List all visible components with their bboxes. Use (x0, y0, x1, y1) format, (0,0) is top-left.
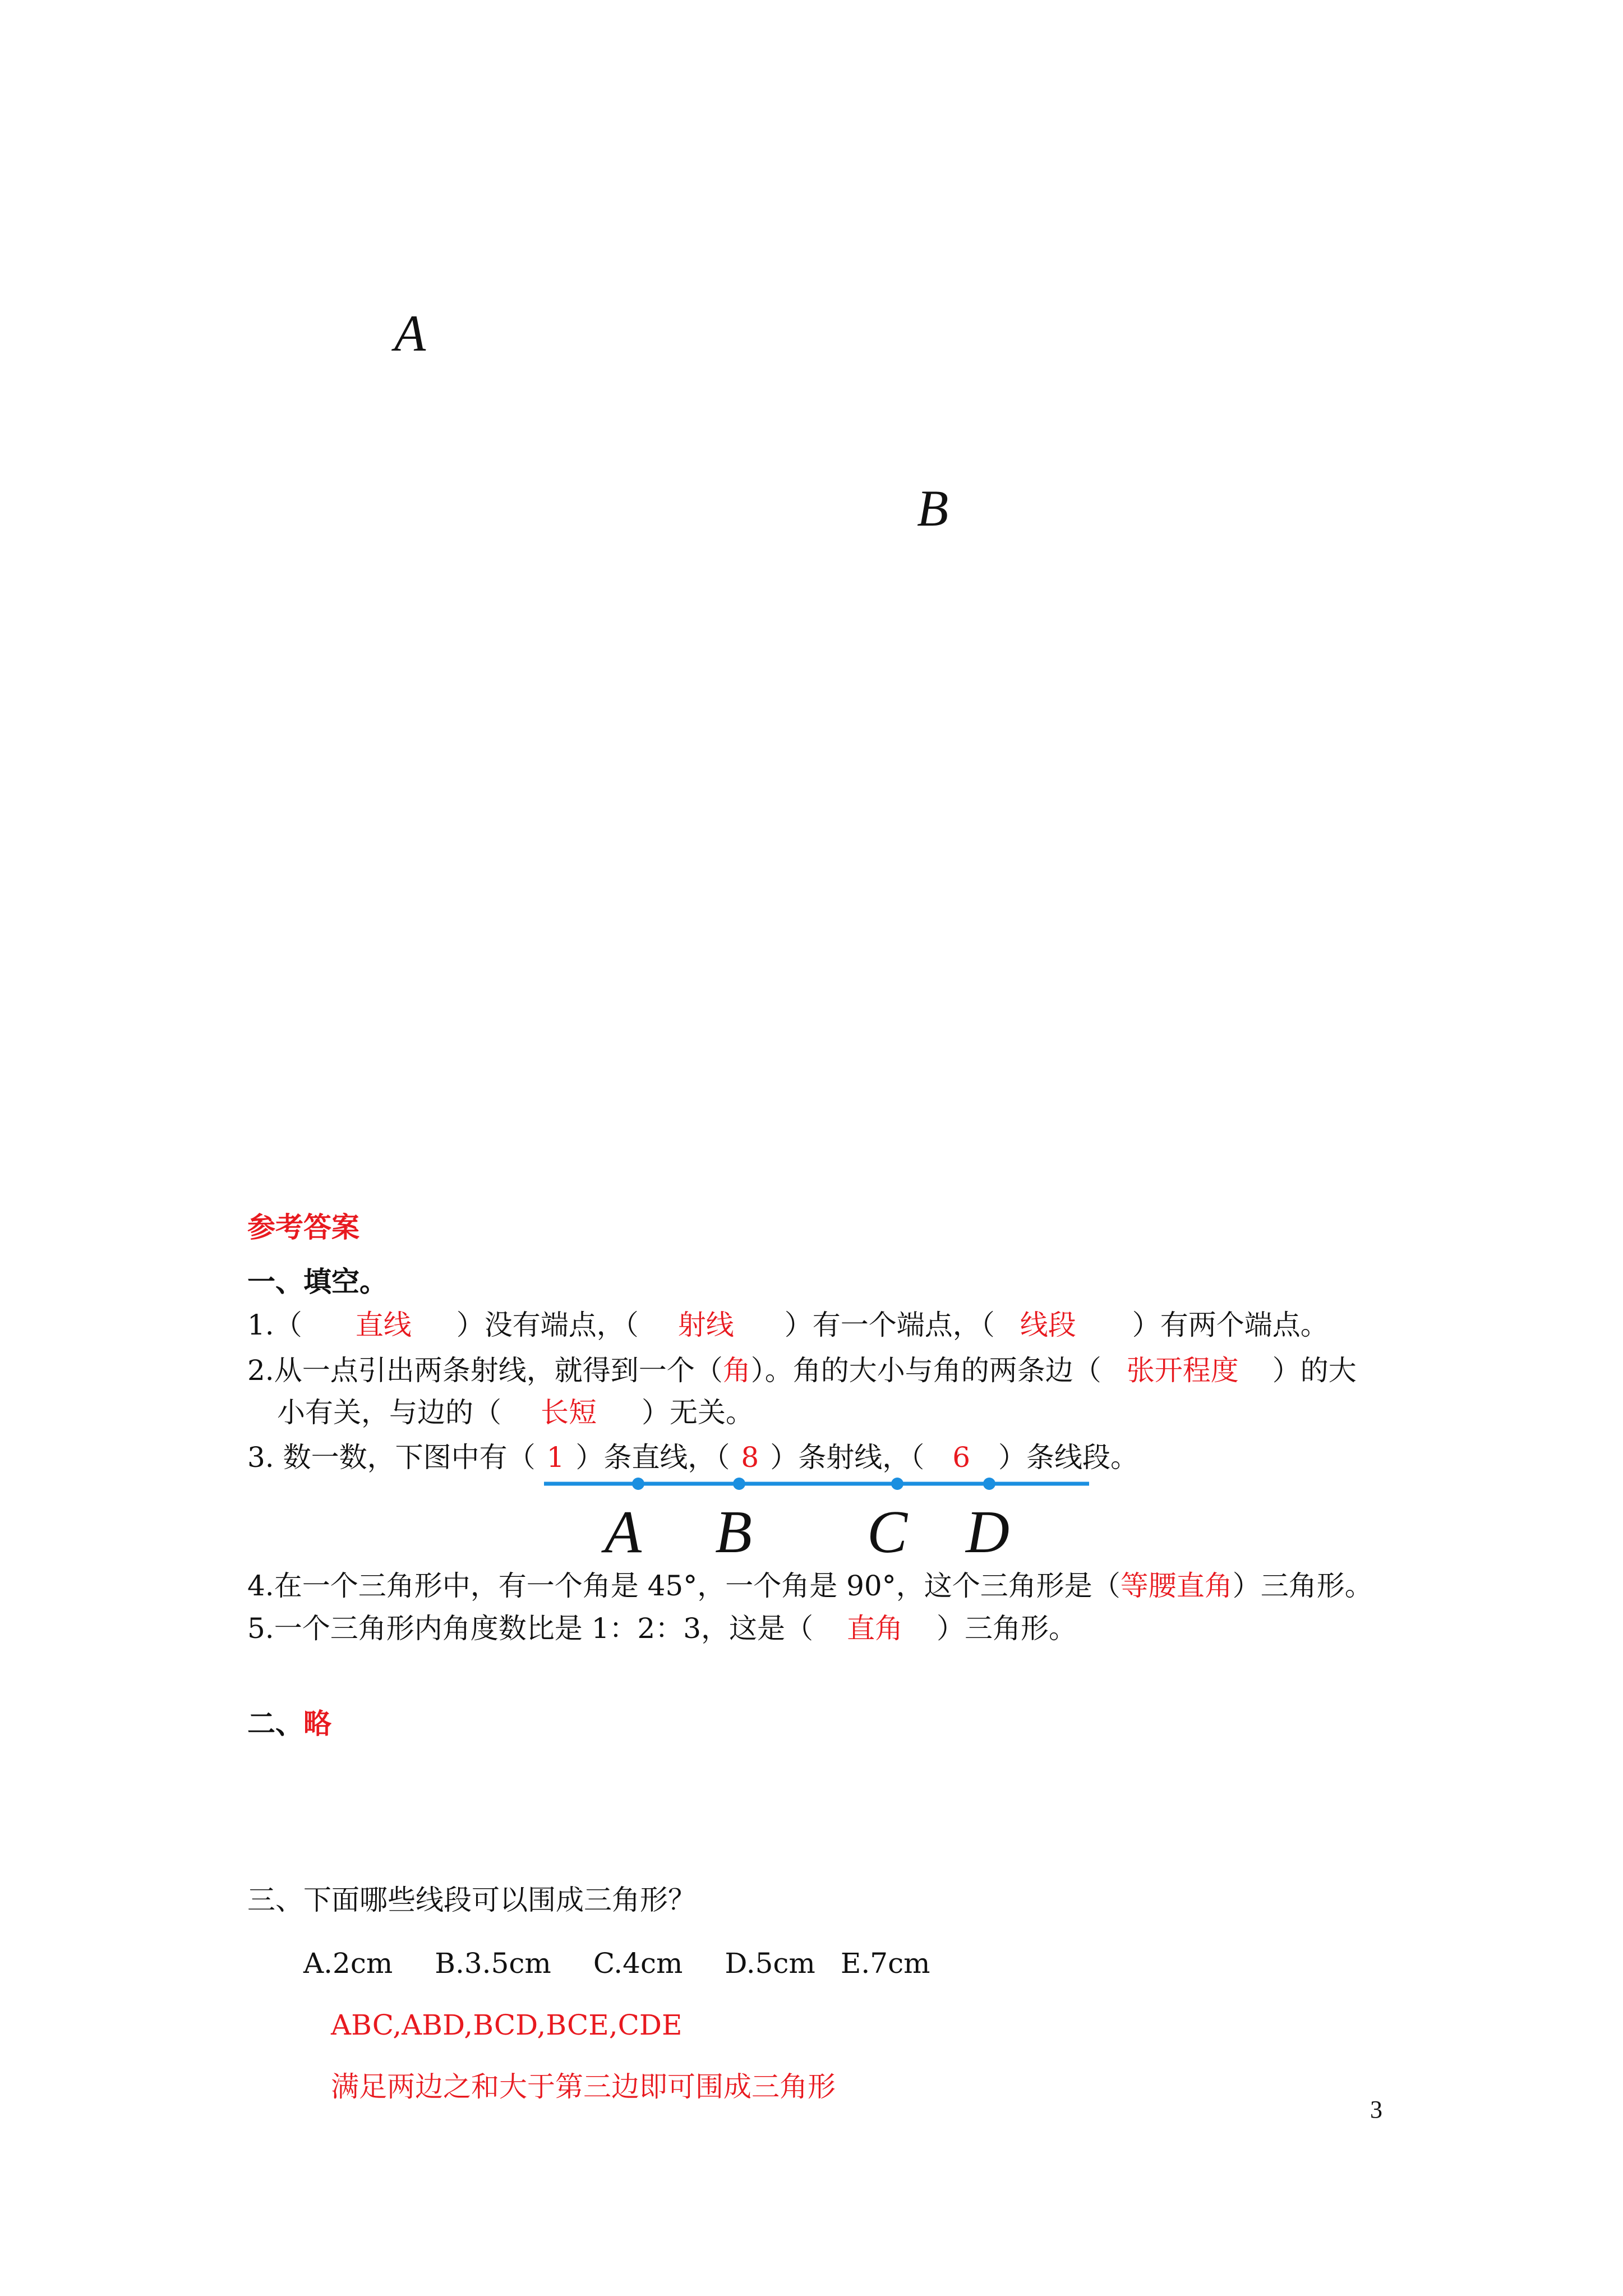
option-a: A.2cm (303, 1947, 393, 1980)
question-2-continued: 小有关，与边的（ 长短 ）无关。 (277, 1396, 754, 1429)
question-2: 2.从一点引出两条射线，就得到一个（角）。角的大小与角的两条边（ 张开程度 ）的大 (247, 1354, 1357, 1387)
section3-answer: ABC,ABD,BCD,BCE,CDE (331, 2009, 683, 2041)
point-a-dot (632, 1478, 644, 1490)
q1-answer-3: 线段 (1020, 1309, 1076, 1341)
option-e: E.7cm (840, 1947, 930, 1980)
q4-answer-1: 等腰直角 (1120, 1570, 1233, 1602)
question-1: 1.（ 直线 ）没有端点，（ 射线 ）有一个端点，（ 线段 ）有两个端点。 (247, 1309, 1329, 1341)
q2-answer-1: 角 (722, 1354, 751, 1387)
q3-answer-2: 8 (741, 1441, 759, 1474)
section2-answer: 略 (303, 1708, 331, 1740)
option-d: D.5cm (725, 1947, 815, 1980)
figure-label-c: C (867, 1499, 908, 1566)
q2-answer-3: 长短 (541, 1396, 597, 1429)
q1-answer-1: 直线 (355, 1309, 412, 1341)
point-a-label: A (394, 305, 426, 362)
point-c-dot (891, 1478, 903, 1490)
question-3: 3. 数一数，下图中有（ 1 ）条直线，（ 8 ）条射线，（ 6 ）条线段。 (247, 1441, 1139, 1474)
figure-label-a: A (605, 1499, 642, 1566)
point-d-dot (983, 1478, 995, 1490)
page-number: 3 (1370, 2096, 1382, 2123)
q3-answer-1: 1 (546, 1441, 565, 1474)
q5-answer-1: 直角 (847, 1612, 903, 1645)
option-b: B.3.5cm (435, 1947, 551, 1980)
section3-explanation: 满足两边之和大于第三边即可围成三角形 (331, 2070, 836, 2103)
q3-answer-3: 6 (952, 1441, 971, 1474)
option-c: C.4cm (593, 1947, 683, 1980)
section3-options (303, 1947, 930, 1980)
question-5: 5.一个三角形内角度数比是 1：2：3，这是（ 直角 ）三角形。 (247, 1612, 1077, 1645)
question-4: 4.在一个三角形中，有一个角是 45°，一个角是 90°，这个三角形是（等腰直角）三角形。 (247, 1570, 1373, 1602)
point-b-label: B (917, 480, 949, 537)
figure-label-d: D (966, 1499, 1009, 1566)
q1-answer-2: 射线 (677, 1309, 734, 1341)
point-b-dot (733, 1478, 745, 1490)
section1-heading: 一、填空。 (247, 1266, 388, 1298)
q2-answer-2: 张开程度 (1126, 1354, 1239, 1387)
section2-heading: 二、略 (247, 1708, 331, 1740)
answer-title: 参考答案 (247, 1211, 359, 1244)
figure-label-b: B (715, 1499, 752, 1566)
section3-question: 三、下面哪些线段可以围成三角形？ (247, 1884, 696, 1916)
